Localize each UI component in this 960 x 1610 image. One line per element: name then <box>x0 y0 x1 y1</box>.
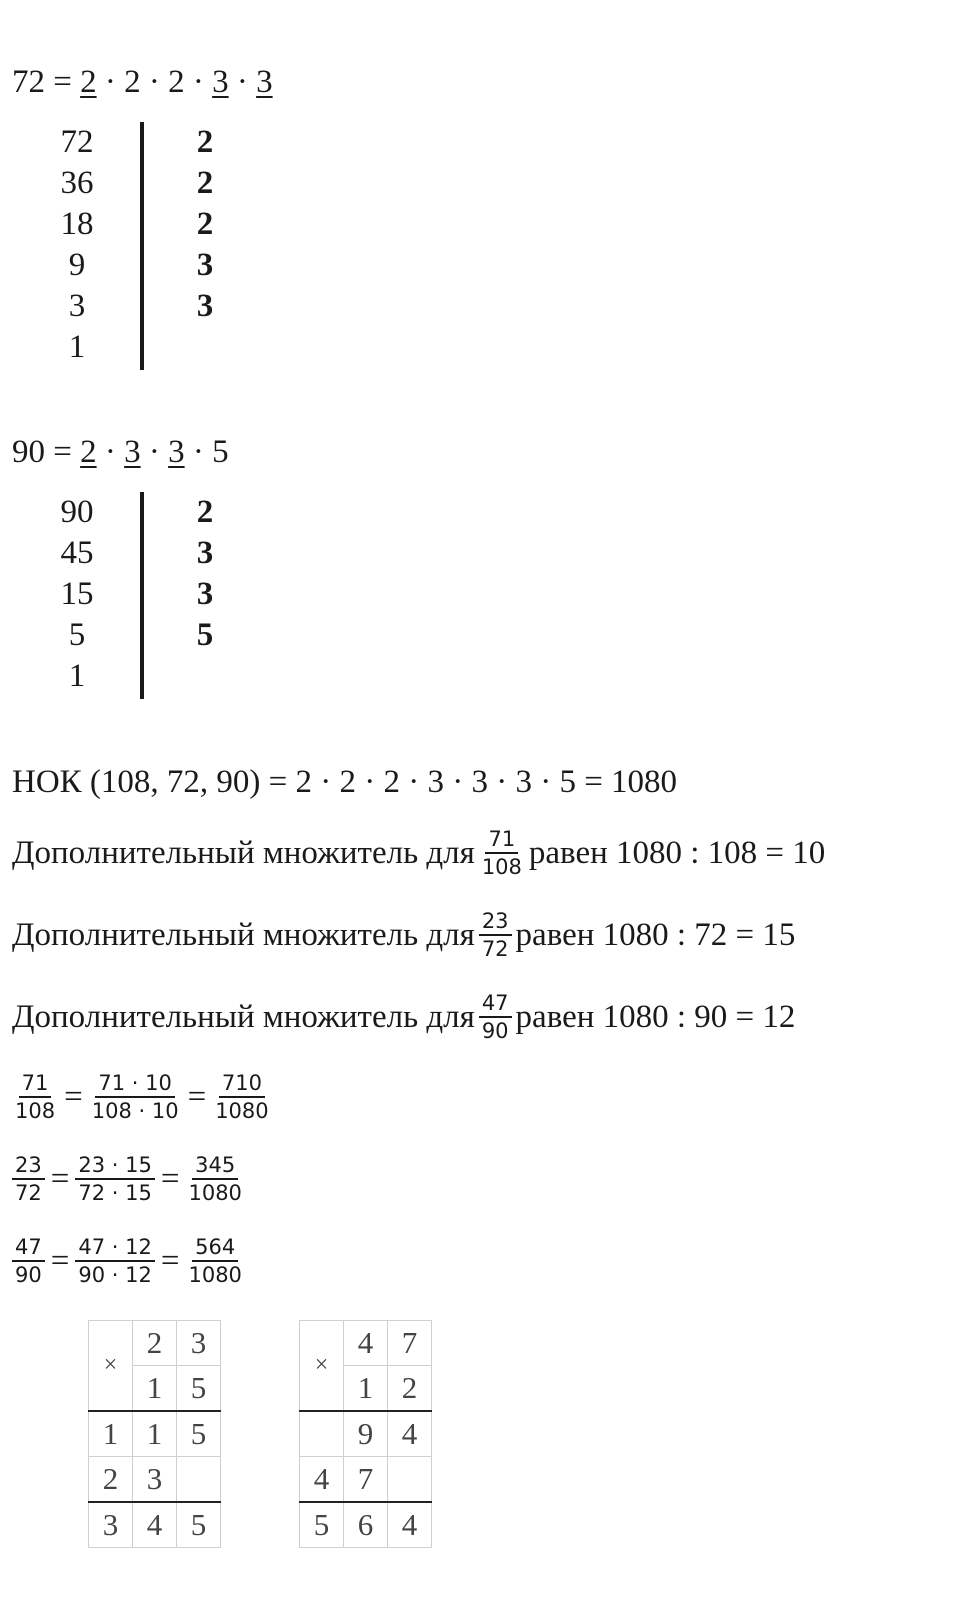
digit-cell <box>388 1457 432 1503</box>
multiply-dot: · <box>184 64 213 100</box>
denominator: 90 <box>15 1263 42 1287</box>
factor-ladder-90 <box>12 492 212 699</box>
fraction <box>479 826 525 880</box>
fraction <box>89 1070 182 1124</box>
line-text: равен 1080 : 90 = 12 <box>515 999 796 1035</box>
divisor: 5 <box>196 617 214 653</box>
denominator: 72 <box>481 937 509 961</box>
digit-cell: 4 <box>344 1321 388 1366</box>
ladder-row <box>12 656 232 697</box>
numerator: 47 · 12 <box>75 1234 154 1262</box>
digit-cell: 5 <box>177 1411 221 1457</box>
multiply-dot: · <box>140 64 169 100</box>
digit-cell: 5 <box>300 1502 344 1548</box>
numerator: 47 <box>12 1234 45 1262</box>
denominator: 72 · 15 <box>78 1181 152 1205</box>
divisor: 2 <box>196 165 214 201</box>
divisor: 2 <box>196 494 214 530</box>
numerator: 47 <box>479 990 512 1018</box>
digit-cell: 1 <box>133 1366 177 1412</box>
digit-cell: 2 <box>89 1457 133 1503</box>
grid-row <box>89 1457 221 1503</box>
ladder-row <box>12 574 232 615</box>
divisor: 3 <box>196 535 214 571</box>
equals-sign: = <box>64 1078 83 1115</box>
digit-cell: 1 <box>133 1411 177 1457</box>
line-text: равен 1080 : 72 = 15 <box>515 917 796 953</box>
line-text: Дополнительный множитель для <box>12 999 475 1035</box>
digit-cell: 7 <box>344 1457 388 1503</box>
numerator: 23 <box>12 1152 45 1180</box>
numerator: 710 <box>219 1070 265 1098</box>
additional-factor-line <box>12 826 825 880</box>
dividend: 18 <box>60 206 94 242</box>
grid-row <box>89 1321 221 1366</box>
divisor: 3 <box>196 576 214 612</box>
equals-sign: = <box>50 1160 70 1197</box>
divisor: 2 <box>196 206 214 242</box>
ladder-row <box>12 122 232 163</box>
multiply-sign: × <box>300 1321 344 1412</box>
fraction <box>75 1152 154 1206</box>
factor-ladder-72 <box>12 122 212 370</box>
dividend: 15 <box>60 576 94 612</box>
fraction <box>12 1152 45 1206</box>
multiply-sign: × <box>89 1321 133 1412</box>
grid-row <box>89 1502 221 1548</box>
numerator: 71 · 10 <box>95 1070 174 1098</box>
denominator: 1080 <box>188 1181 242 1205</box>
digit-cell: 1 <box>89 1411 133 1457</box>
line-text: Дополнительный множитель для <box>12 835 475 871</box>
equals-sign: = <box>160 1242 180 1279</box>
grid-row <box>300 1502 432 1548</box>
fraction-conversion <box>12 1152 245 1206</box>
grid-row <box>300 1411 432 1457</box>
digit-cell: 7 <box>388 1321 432 1366</box>
multiply-dot: · <box>96 64 125 100</box>
dividend: 1 <box>68 329 86 365</box>
denominator: 1080 <box>188 1263 242 1287</box>
digit-cell: 4 <box>388 1411 432 1457</box>
prime-factor: 3 <box>168 434 185 470</box>
dividend: 90 <box>60 494 94 530</box>
denominator: 108 · 10 <box>91 1099 179 1123</box>
dividend: 45 <box>60 535 94 571</box>
additional-factor-line <box>12 908 795 962</box>
denominator: 72 <box>15 1181 42 1205</box>
multiplication-grid-47x12 <box>299 1320 432 1548</box>
denominator: 108 <box>481 855 522 879</box>
digit-cell: 4 <box>388 1502 432 1548</box>
ladder-row <box>12 163 232 204</box>
dividend: 36 <box>60 165 94 201</box>
multiply-dot: · <box>184 434 213 470</box>
ladder-row <box>12 533 232 574</box>
lcm-line: НОК (108, 72, 90) = 2 · 2 · 2 · 3 · 3 · 3 · 5 = 1080 <box>12 764 678 800</box>
dividend: 3 <box>68 288 86 324</box>
dividend: 9 <box>68 247 86 283</box>
digit-cell: 1 <box>344 1366 388 1412</box>
digit-cell: 6 <box>344 1502 388 1548</box>
equals-sign: = <box>160 1160 180 1197</box>
ladder-row <box>12 204 232 245</box>
digit-cell: 9 <box>344 1411 388 1457</box>
grid-row <box>300 1457 432 1503</box>
numerator: 23 · 15 <box>75 1152 154 1180</box>
prime-factor: 5 <box>212 434 229 470</box>
line-text: равен 1080 : 108 = 10 <box>528 835 826 871</box>
numerator: 71 <box>19 1070 52 1098</box>
equation-72 <box>12 62 273 102</box>
ladder-row <box>12 245 232 286</box>
digit-cell: 4 <box>300 1457 344 1503</box>
prime-factor: 3 <box>124 434 141 470</box>
equation-factors <box>80 64 273 100</box>
equation-lhs: 72 = <box>12 64 72 100</box>
fraction <box>12 1070 58 1124</box>
denominator: 90 <box>481 1019 509 1043</box>
fraction <box>479 990 512 1044</box>
divisor: 2 <box>196 124 214 160</box>
multiply-dot: · <box>140 434 169 470</box>
digit-cell: 5 <box>177 1366 221 1412</box>
grid-row <box>89 1411 221 1457</box>
equation-lhs: 90 = <box>12 434 72 470</box>
digit-cell: 2 <box>388 1366 432 1412</box>
prime-factor: 3 <box>212 64 229 100</box>
denominator: 108 <box>15 1099 56 1123</box>
denominator: 90 · 12 <box>78 1263 152 1287</box>
ladder-row <box>12 286 232 327</box>
prime-factor: 2 <box>168 64 185 100</box>
line-text: Дополнительный множитель для <box>12 917 475 953</box>
divisor: 3 <box>196 288 214 324</box>
prime-factor: 2 <box>124 64 141 100</box>
fraction <box>185 1152 244 1206</box>
equals-sign: = <box>50 1242 70 1279</box>
multiplication-grid-23x15 <box>88 1320 221 1548</box>
fraction-conversion <box>12 1234 245 1288</box>
fraction <box>212 1070 271 1124</box>
equation-factors <box>80 434 229 470</box>
multiply-dot: · <box>96 434 125 470</box>
numerator: 345 <box>192 1152 238 1180</box>
prime-factor: 2 <box>80 434 97 470</box>
fraction <box>12 1234 45 1288</box>
ladder-row <box>12 615 232 656</box>
prime-factor: 3 <box>256 64 273 100</box>
ladder-row <box>12 327 232 368</box>
fraction-conversion <box>12 1070 272 1124</box>
divisor: 3 <box>196 247 214 283</box>
digit-cell: 5 <box>177 1502 221 1548</box>
dividend: 72 <box>60 124 94 160</box>
digit-cell: 3 <box>89 1502 133 1548</box>
dividend: 5 <box>68 617 86 653</box>
fraction <box>479 908 512 962</box>
digit-cell: 4 <box>133 1502 177 1548</box>
digit-cell: 2 <box>133 1321 177 1366</box>
equals-sign: = <box>187 1078 207 1115</box>
fraction <box>185 1234 244 1288</box>
digit-cell: 3 <box>133 1457 177 1503</box>
additional-factor-line <box>12 990 795 1044</box>
numerator: 71 <box>485 826 518 854</box>
denominator: 1080 <box>215 1099 269 1123</box>
fraction <box>75 1234 154 1288</box>
digit-cell <box>300 1411 344 1457</box>
digit-cell: 3 <box>177 1321 221 1366</box>
prime-factor: 2 <box>80 64 97 100</box>
ladder-row <box>12 492 232 533</box>
grid-row <box>300 1321 432 1366</box>
multiply-dot: · <box>228 64 257 100</box>
numerator: 23 <box>479 908 512 936</box>
digit-cell <box>177 1457 221 1503</box>
numerator: 564 <box>192 1234 238 1262</box>
equation-90 <box>12 432 229 472</box>
dividend: 1 <box>68 658 86 694</box>
